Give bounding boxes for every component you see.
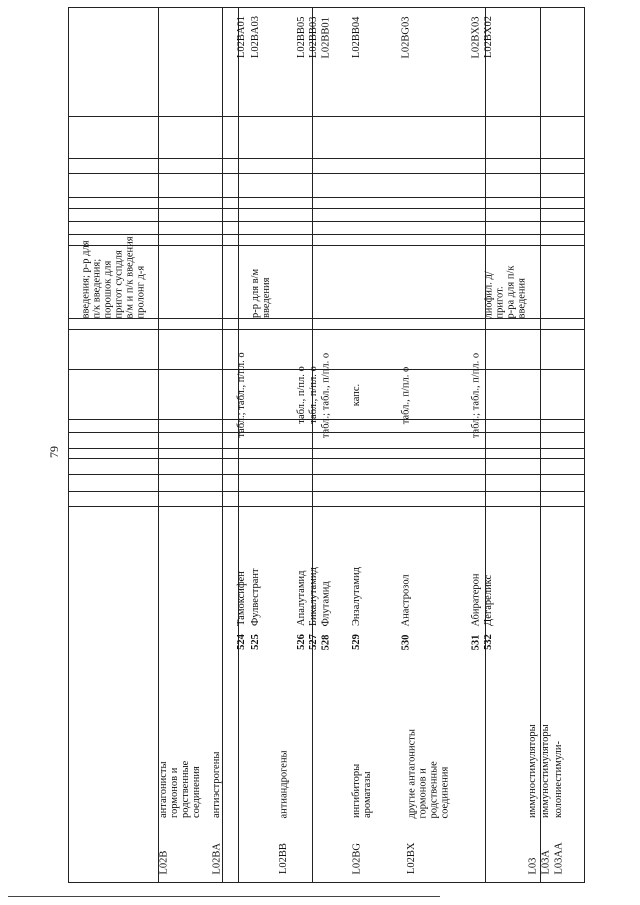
dosage-form-fulvestrant: р-р для в/м введения — [250, 268, 272, 318]
atc-code: L02BX02 — [483, 16, 494, 58]
code-l02bg: L02BG — [351, 842, 362, 874]
atc-code: L02BB03 — [308, 16, 319, 58]
group-l03aa: колониестимули- — [553, 741, 564, 818]
dosage-form: табл., п/пл. о — [308, 366, 319, 424]
group-l02bb: антиандрогены — [278, 749, 289, 818]
row-number: 527 — [308, 634, 319, 650]
code-l02b: L02B — [158, 850, 169, 874]
row-number: 532 — [483, 634, 494, 650]
code-l03aa: L03AA — [553, 841, 564, 874]
atc-code: L02BG03 — [400, 16, 411, 58]
drug-name: Бикалутамид — [308, 567, 319, 626]
row-divider — [68, 116, 585, 117]
dosage-form-note: введения; р-р для п/к введения; порошок для пригот суспдля в/м и п/к введения пролонг д-я — [80, 235, 146, 318]
row-number: 525 — [250, 634, 261, 650]
atc-code: L02BB04 — [351, 16, 362, 58]
drug-name: Дегареликс — [483, 574, 494, 626]
drug-name: Абиратерон — [470, 572, 481, 626]
column-divider — [485, 7, 486, 883]
code-l02bx: L02BX — [406, 842, 417, 874]
row-number: 524 — [236, 634, 247, 650]
group-l03: иммуностимуляторы — [527, 724, 538, 818]
dosage-form: табл.; табл., п/пл. о — [320, 352, 331, 438]
dosage-form: табл., п/пл. о — [296, 366, 307, 424]
atc-code: L02BA01 — [236, 16, 247, 58]
row-number: 531 — [470, 634, 481, 650]
code-l03a: L03A — [540, 849, 551, 874]
group-l02ba: антиэстрогены — [211, 751, 222, 818]
drug-name: Анастрозол — [400, 573, 411, 626]
row-divider — [68, 158, 585, 159]
row-number: 528 — [320, 634, 331, 650]
drug-name: Тамоксифен — [236, 571, 247, 626]
code-l02ba: L02BA — [211, 842, 222, 874]
page-number: 79 — [47, 446, 61, 458]
row-divider — [68, 173, 585, 174]
footer-rule — [8, 896, 440, 897]
row-number: 530 — [400, 634, 411, 650]
drug-name: Фулвестрант — [250, 568, 261, 626]
code-l03: L03 — [527, 857, 538, 874]
atc-code: L02BB05 — [296, 16, 307, 58]
group-l02b: антагонисты гормонов и родственные соединения — [158, 760, 202, 818]
group-l02bx: другие антагонисты гормонов и родственные соединения — [406, 728, 450, 818]
drug-name: Апалутамид — [296, 570, 307, 626]
code-l02bb: L02BB — [278, 843, 289, 874]
dosage-form: табл.; табл., п/пл. о — [236, 352, 247, 438]
drug-name: Энзалутамид — [351, 567, 362, 626]
drug-name: Флутамид — [320, 580, 331, 626]
dosage-form: капс. — [351, 383, 362, 407]
atc-code: L02BX03 — [470, 16, 481, 58]
row-number: 529 — [351, 634, 362, 650]
row-divider — [68, 197, 585, 198]
row-number: 526 — [296, 634, 307, 650]
dosage-form: табл.; табл., п/пл. о — [470, 352, 481, 438]
dosage-form: табл., п/пл. о — [400, 366, 411, 424]
group-l02bg: ингибиторы ароматазы — [351, 763, 373, 818]
atc-code: L02BA03 — [250, 16, 261, 58]
dosage-form-degarelix: лиофил. д/пригот. р-ра для п/к введения — [483, 265, 527, 318]
column-divider — [222, 7, 223, 883]
group-l03a: иммуностимуляторы — [540, 724, 551, 818]
atc-code: L02BB01 — [320, 16, 331, 58]
